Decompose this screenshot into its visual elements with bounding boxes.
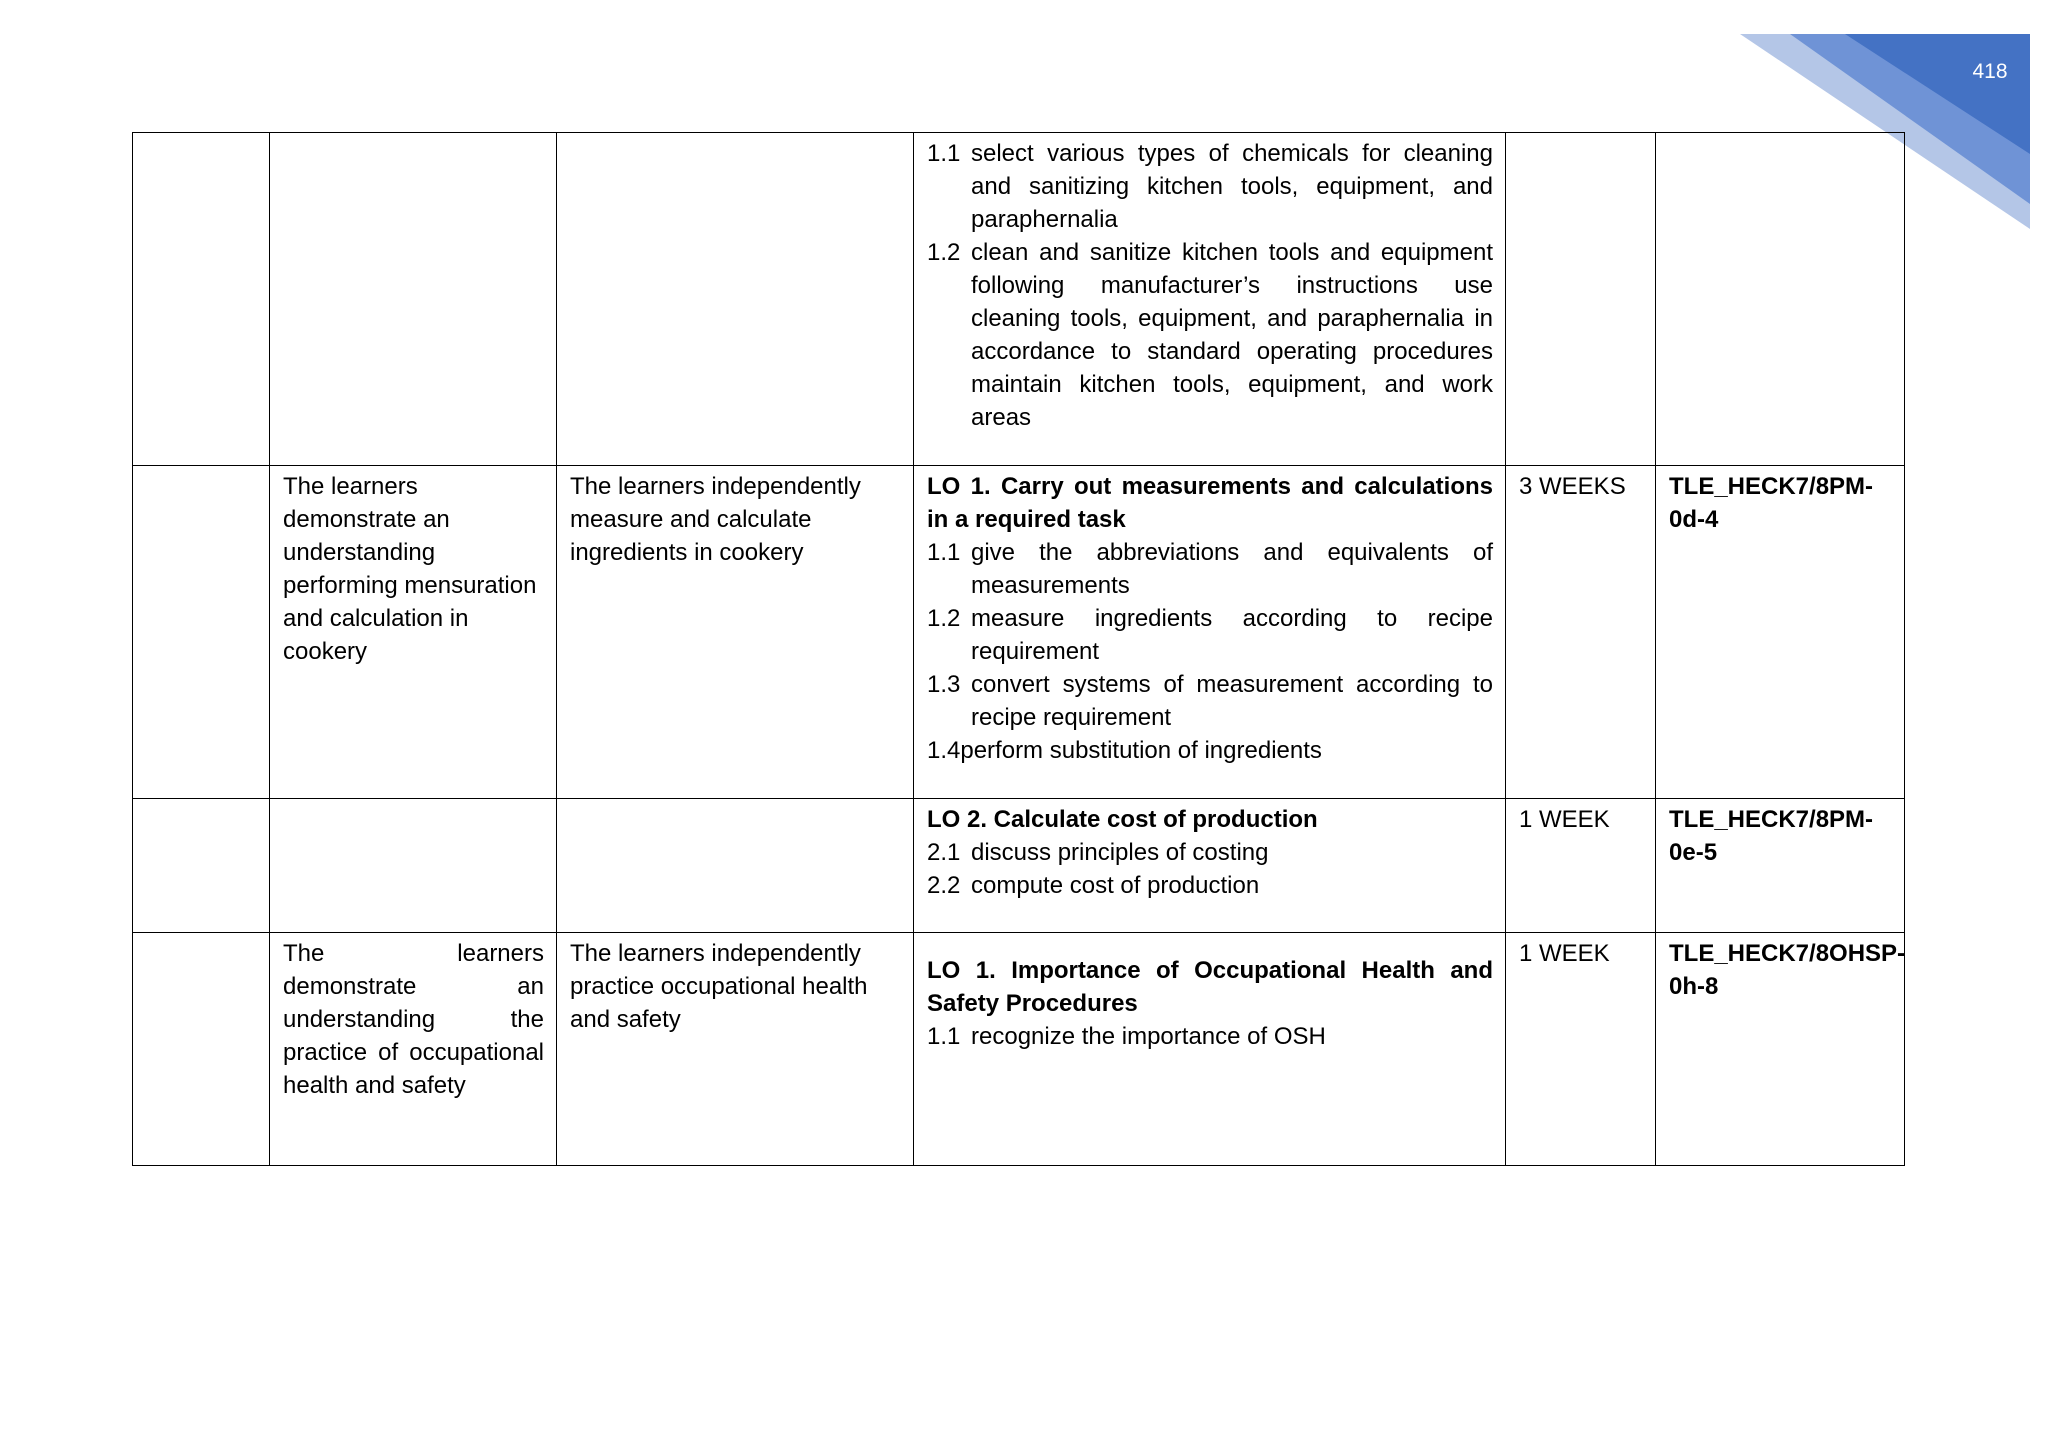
- content-standard-text: The learners demonstrate an understanding the practice of occupational health and safety: [283, 940, 544, 1099]
- table-row: [133, 933, 1905, 1166]
- content-cell: [133, 466, 270, 799]
- learning-competency-cell: [914, 933, 1506, 1166]
- learning-competency-cell: [914, 799, 1506, 933]
- performance-standard-cell: [557, 466, 914, 799]
- item-number: 1.2: [927, 605, 961, 632]
- content-standard-cell: [270, 133, 557, 466]
- duration-cell: [1506, 933, 1656, 1166]
- item-number: 2.2: [927, 872, 961, 899]
- competency-item: [927, 1020, 1493, 1053]
- table-row: [133, 799, 1905, 933]
- item-text: select various types of chemicals for cleaning and sanitizing kitchen tools, equipment, and paraphernalia: [971, 140, 1493, 233]
- lo-title: LO 2. Calculate cost of production: [927, 806, 1318, 833]
- item-text: compute cost of production: [971, 872, 1260, 899]
- item-text: give the abbreviations and equivalents of measurements: [971, 539, 1493, 599]
- item-number: 2.1: [927, 839, 961, 866]
- competency-item: [927, 602, 1493, 668]
- content-cell: [133, 799, 270, 933]
- competency-code: TLE_HECK7/8OHSP-0h-8: [1669, 940, 1906, 1000]
- performance-standard-text: The learners independently practice occupational health and safety: [570, 940, 868, 1033]
- duration-cell: [1506, 133, 1656, 466]
- item-number: 1.3: [927, 671, 961, 698]
- code-cell: [1656, 799, 1905, 933]
- competency-item: [927, 668, 1493, 734]
- content-standard-cell: [270, 799, 557, 933]
- code-cell: [1656, 466, 1905, 799]
- content-standard-cell: [270, 933, 557, 1166]
- learning-competency-cell: [914, 466, 1506, 799]
- lo-title: LO 1. Importance of Occupational Health and Safety Procedures: [927, 957, 1493, 1017]
- duration-text: 1 WEEK: [1519, 940, 1610, 967]
- duration-text: 1 WEEK: [1519, 806, 1610, 833]
- content-cell: [133, 933, 270, 1166]
- content-cell: [133, 133, 270, 466]
- content-standard-text: The learners demonstrate an understanding performing mensuration and calculation in cookery: [283, 473, 537, 665]
- competency-code: TLE_HECK7/8PM-0e-5: [1669, 806, 1874, 866]
- duration-cell: [1506, 466, 1656, 799]
- item-number: 1.1: [927, 140, 961, 167]
- duration-text: 3 WEEKS: [1519, 473, 1626, 500]
- code-cell: [1656, 133, 1905, 466]
- performance-standard-cell: [557, 133, 914, 466]
- table-row: [133, 133, 1905, 466]
- item-text: convert systems of measurement according to recipe requirement: [971, 671, 1493, 731]
- competency-item: [927, 137, 1493, 236]
- table-row: [133, 466, 1905, 799]
- competency-item: [927, 836, 1493, 869]
- duration-cell: [1506, 799, 1656, 933]
- content-standard-cell: [270, 466, 557, 799]
- performance-standard-cell: [557, 933, 914, 1166]
- item-text: measure ingredients according to recipe requirement: [971, 605, 1493, 665]
- item-number: 1.1: [927, 1023, 961, 1050]
- lo-title: LO 1. Carry out measurements and calculations in a required task: [927, 473, 1493, 533]
- code-cell: [1656, 933, 1905, 1166]
- performance-standard-text: The learners independently measure and calculate ingredients in cookery: [570, 473, 861, 566]
- item-text: recognize the importance of OSH: [971, 1023, 1326, 1050]
- performance-standard-cell: [557, 799, 914, 933]
- page-number: 418: [1972, 60, 2008, 83]
- competency-item: [927, 536, 1493, 602]
- item-text: discuss principles of costing: [971, 839, 1269, 866]
- competency-code: TLE_HECK7/8PM-0d-4: [1669, 473, 1874, 533]
- curriculum-table: [132, 132, 1905, 1166]
- competency-item-extra: 1.4perform substitution of ingredients: [927, 737, 1322, 764]
- item-number: 1.1: [927, 539, 961, 566]
- learning-competency-cell: [914, 133, 1506, 466]
- item-text: clean and sanitize kitchen tools and equipment following manufacturer’s instructions use cleaning tools, equipment, and paraphernalia in accordance to standard operating procedures maintain kitchen tools, equipment, and work areas: [971, 239, 1493, 431]
- competency-item: [927, 869, 1493, 902]
- item-number: 1.2: [927, 239, 961, 266]
- competency-item: [927, 236, 1493, 434]
